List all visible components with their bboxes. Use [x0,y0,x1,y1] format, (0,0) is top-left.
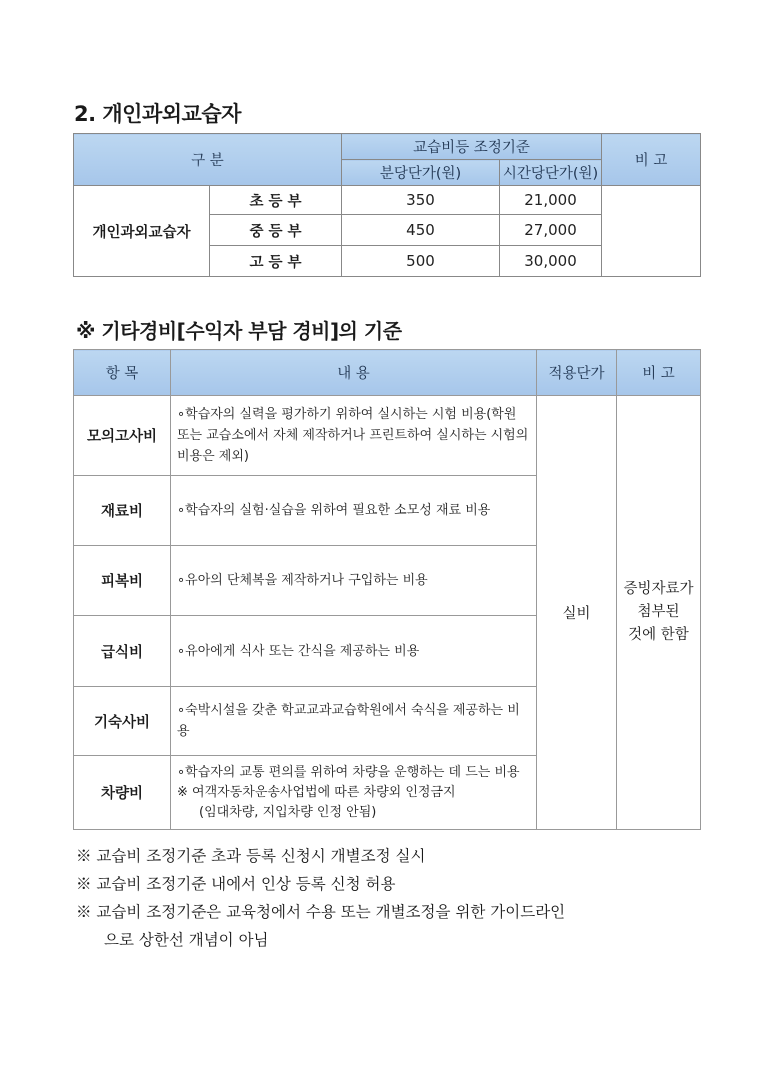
per-minute-value: 450 [342,215,500,246]
section2-title: ※ 기타경비[수익자 부담 경비]의 기준 [76,319,402,343]
other-expenses-table [73,349,701,830]
header-item: 항 목 [74,350,171,396]
per-minute-value: 500 [342,246,500,277]
level-label: 중 등 부 [210,215,342,246]
item-label: 차량비 [74,756,171,830]
remarks-line: 것에 한함 [628,627,689,643]
remarks-value [617,396,701,830]
group-label: 개인과외교습자 [74,186,210,277]
content-line: (임대차량, 지입차량 인정 안됨) [199,804,377,820]
header-per-minute: 분당단가(원) [342,160,500,186]
unit-price-value: 실비 [537,396,617,830]
item-content: ∘숙박시설을 갖춘 학교교과교습학원에서 숙식을 제공하는 비용 [171,687,537,756]
note-line: ※ 교습비 조정기준 초과 등록 신청시 개별조정 실시 [76,847,426,865]
item-label: 급식비 [74,616,171,687]
header-standard-group: 교습비등 조정기준 [342,134,602,160]
header-remarks: 비 고 [617,350,701,396]
tuition-standard-table [73,133,701,277]
item-content [171,756,537,830]
item-content: ∘유아에게 식사 또는 간식을 제공하는 비용 [171,616,537,687]
content-line: ※ 여객자동차운송사업법에 따른 차량외 인정금지 [177,784,456,800]
header-content: 내 용 [171,350,537,396]
note-line: ※ 교습비 조정기준 내에서 인상 등록 신청 허용 [76,875,396,893]
item-content: ∘학습자의 실력을 평가하기 위하여 실시하는 시험 비용(학원 또는 교습소에서 자체 제작하거나 프린트하여 실시하는 시험의 비용은 제외) [171,396,537,476]
item-content: ∘학습자의 실험·실습을 위하여 필요한 소모성 재료 비용 [171,476,537,546]
per-minute-value: 350 [342,186,500,215]
note-line: 으로 상한선 개념이 아님 [104,931,269,949]
remarks-line: 첨부된 [637,604,680,620]
level-label: 고 등 부 [210,246,342,277]
per-hour-value: 27,000 [500,215,602,246]
header-per-hour: 시간당단가(원) [500,160,602,186]
note-line: ※ 교습비 조정기준은 교육청에서 수용 또는 개별조정을 위한 가이드라인 [76,903,566,921]
header-category: 구 분 [74,134,342,186]
header-remarks: 비 고 [602,134,701,186]
item-content: ∘유아의 단체복을 제작하거나 구입하는 비용 [171,546,537,616]
item-label: 피복비 [74,546,171,616]
remarks-line: 증빙자료가 [623,581,694,597]
header-unit-price: 적용단가 [537,350,617,396]
per-hour-value: 21,000 [500,186,602,215]
section1-title: 2. 개인과외교습자 [74,102,241,126]
per-hour-value: 30,000 [500,246,602,277]
item-label: 재료비 [74,476,171,546]
content-line: ∘학습자의 교통 편의를 위하여 차량을 운행하는 데 드는 비용 [177,764,520,780]
notes [76,842,716,954]
remarks-cell [602,186,701,277]
item-label: 모의고사비 [74,396,171,476]
item-label: 기숙사비 [74,687,171,756]
level-label: 초 등 부 [210,186,342,215]
